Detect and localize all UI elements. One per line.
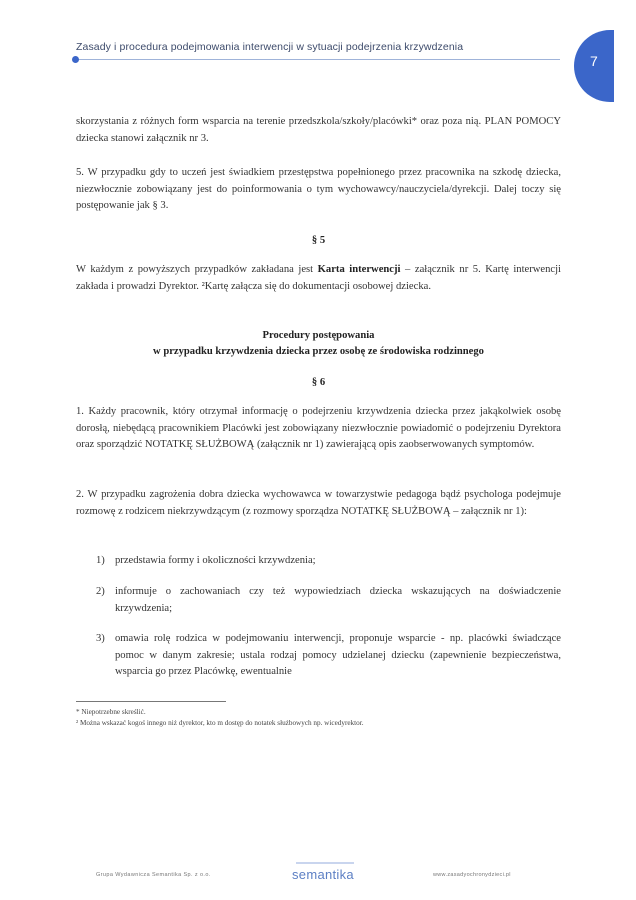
list-item-number: 2) bbox=[96, 586, 105, 597]
header-dot bbox=[72, 56, 79, 63]
list-item: informuje o zachowaniach czy też wypowiedziach dziecka wskazujących na doświadczenie krzywdzenia; bbox=[115, 586, 561, 614]
list-item-number: 1) bbox=[96, 555, 105, 566]
list-item: omawia rolę rodzica w podejmowaniu interwencji, proponuje wsparcie - np. placówki świadczące pomoc w danym zakresie; ustala rodzaj pomocy udzielanej dziecku (zapewnienie bezpieczeństwa, wsparcia go przez Placówkę, ewentualnie bbox=[115, 633, 561, 677]
header-divider bbox=[76, 59, 560, 60]
list-item: przedstawia formy i okoliczności krzywdzenia; bbox=[115, 555, 316, 566]
paragraph-3-end: – załącznik nr 5. Kartę interwencji zakłada i prowadzi Dyrektor. ²Kartę załącza się do dokumentacji osobowej dziecka. bbox=[76, 264, 561, 292]
page-number: 7 bbox=[590, 53, 598, 69]
paragraph-2: 5. W przypadku gdy to uczeń jest świadkiem przestępstwa popełnionego przez pracownika na szkodę dziecka, niezwłocznie zobowiązany jest do poinformowania o tym wychowawcy/nauczyciela/dyrekcji. Dalej toczy się postępowanie jak § 3. bbox=[76, 167, 561, 211]
procedure-heading-line-2: w przypadku krzywdzenia dziecka przez osobę ze środowiska rodzinnego bbox=[153, 346, 484, 357]
paragraph-5: 2. W przypadku zagrożenia dobra dziecka wychowawca w towarzystwie pedagoga bądź psychologa podejmuje rozmowę z rodzicem niekrzywdzącym (z rozmowy sporządza NOTATKĘ SŁUŻBOWĄ – załącznik nr 1): bbox=[76, 489, 561, 517]
paragraph-4: 1. Każdy pracownik, który otrzymał informację o podejrzeniu krzywdzenia dziecka przez jakąkolwiek osobę dorosłą, niebędącą pracownikiem Placówki jest zobowiązany niezwłocznie powiadomić o podejrzeniu Dyrektora oraz sporządzić NOTATKĘ SŁUŻBOWĄ (załącznik nr 1) zawierającą opis zaobserwowanych symptomów. bbox=[76, 406, 561, 450]
footnote-2: ² Można wskazać kogoś innego niż dyrektor, kto m dostęp do notatek służbowych np. wicedyrektor. bbox=[76, 719, 364, 727]
logo-mark bbox=[296, 862, 354, 864]
paragraph-3 bbox=[76, 262, 561, 295]
footer-website: www.zasadyochronydzieci.pl bbox=[433, 872, 511, 878]
running-header-title: Zasady i procedura podejmowania interwencji w sytuacji podejrzenia krzywdzenia bbox=[76, 41, 464, 53]
list-item-number: 3) bbox=[96, 633, 105, 644]
footnote-1: * Niepotrzebne skreślić. bbox=[76, 708, 146, 716]
section-5-heading: § 5 bbox=[311, 235, 326, 246]
footnote-divider bbox=[76, 701, 226, 702]
paragraph-1: skorzystania z różnych form wsparcia na terenie przedszkola/szkoły/placówki* oraz poza nią. PLAN POMOCY dziecka stanowi załącznik nr 3. bbox=[76, 116, 561, 144]
semantika-logo: semantika bbox=[292, 867, 354, 882]
footer-publisher: Grupa Wydawnicza Semantika Sp. z o.o. bbox=[96, 872, 211, 878]
section-6-heading: § 6 bbox=[311, 377, 326, 388]
procedure-heading-line-1: Procedury postępowania bbox=[262, 330, 375, 341]
karta-interwencji-term: Karta interwencji bbox=[317, 264, 401, 275]
paragraph-3-start: W każdym z powyższych przypadków zakładana jest bbox=[76, 264, 318, 275]
